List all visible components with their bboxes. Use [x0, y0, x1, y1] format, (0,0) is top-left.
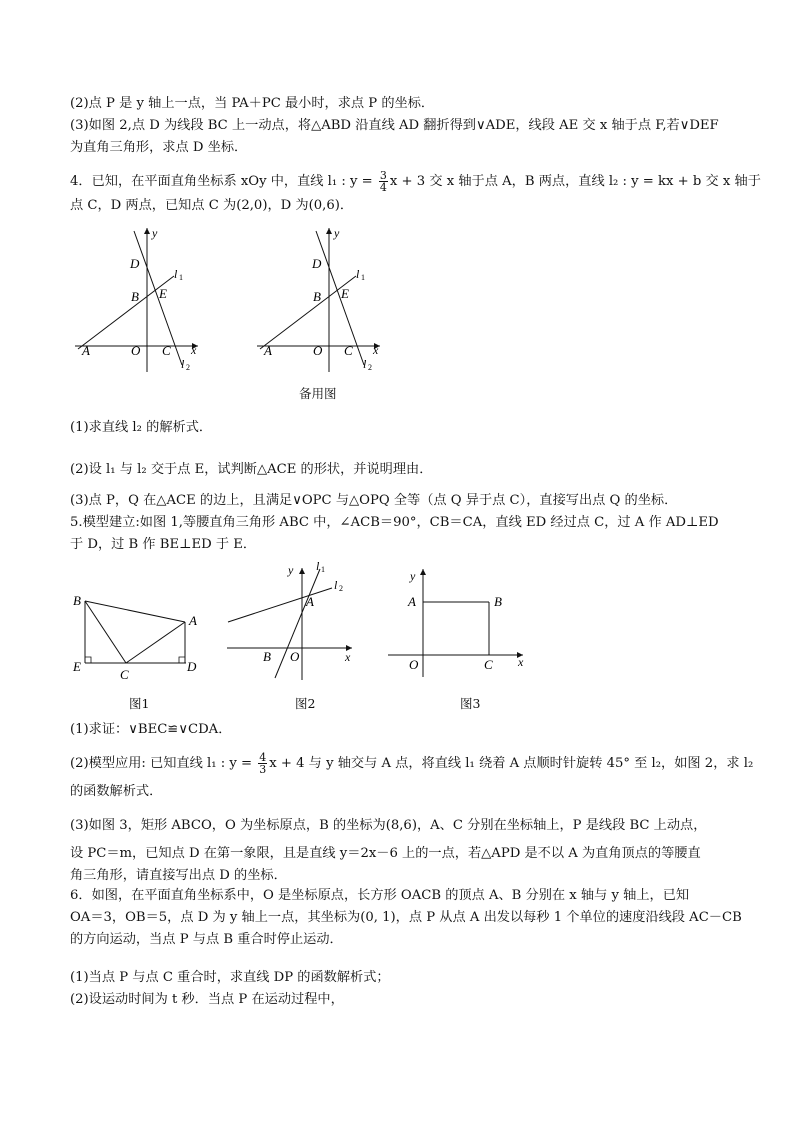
q5-part3-line2: 设 PC＝m，已知点 D 在第一象限，且是直线 y＝2x－6 上的一点，若△APD 是不以 A 为直角顶点的等腰直 — [70, 846, 701, 861]
q5-statement-line1: 5.模型建立:如图 1,等腰直角三角形 ABC 中，∠ACB＝90°，CB＝CA，直线 ED 经过点 C，过 A 作 AD⊥ED — [70, 515, 719, 530]
q6-statement-line2: OA＝3，OB＝5，点 D 为 y 轴上一点，其坐标为(0, 1)，点 P 从点 A 出发以每秒 1 个单位的速度沿线段 AC－CB — [70, 910, 742, 925]
svg-text:B: B — [313, 289, 321, 304]
svg-text:B: B — [131, 289, 139, 304]
q6-statement-line3: 的方向运动，当点 P 与点 B 重合时停止运动． — [70, 932, 343, 947]
svg-text:A: A — [82, 343, 90, 358]
q6-part2: (2)设运动时间为 t 秒．当点 P 在运动过程中， — [70, 992, 344, 1007]
svg-text:B: B — [263, 649, 271, 664]
svg-text:y: y — [152, 226, 158, 240]
svg-text:y: y — [410, 569, 416, 583]
svg-text:B: B — [494, 594, 502, 609]
q5-part2-line1: (2)模型应用: 已知直线 l₁ : y = $\frac{4}{3}$ x + 4 与 y 轴交与 A 点，将直线 l₁ 绕着 A 点顺时针旋转 45° 至 l₂，如图 2，求 l₂ — [70, 751, 754, 776]
fraction-3-4: $\frac{3}{4}$ — [379, 169, 387, 194]
q5-statement-line2: 于 D，过 B 作 BE⊥ED 于 E． — [70, 537, 257, 552]
svg-text:x: x — [191, 343, 197, 357]
svg-text:x: x — [345, 650, 351, 664]
svg-text:1: 1 — [179, 273, 183, 282]
svg-text:y: y — [288, 563, 294, 577]
svg-text:D: D — [187, 659, 197, 674]
svg-text:O: O — [131, 343, 141, 358]
q4-part2: (2)设 l₁ 与 l₂ 交于点 E，试判断△ACE 的形状，并说明理由． — [70, 462, 433, 477]
svg-text:A: A — [408, 594, 416, 609]
svg-text:O: O — [290, 649, 300, 664]
q6-statement-line1: 6．如图，在平面直角坐标系中，O 是坐标原点，长方形 OACB 的顶点 A、B 分别在 x 轴与 y 轴上，已知 — [70, 888, 690, 903]
svg-text:1: 1 — [361, 273, 365, 282]
figure-1 — [68, 590, 208, 685]
q3-part3-line2: 为直角三角形，求点 D 坐标． — [70, 140, 248, 155]
q4-figure — [70, 222, 210, 382]
q4-part3: (3)点 P，Q 在△ACE 的边上，且满足∨OPC 与△OPQ 全等（点 Q 异于点 C），直接写出点 Q 的坐标． — [70, 493, 678, 508]
figure-2 — [222, 562, 362, 688]
svg-text:B: B — [73, 593, 81, 608]
svg-text:C: C — [344, 343, 353, 358]
svg-text:l: l — [174, 267, 178, 281]
svg-text:D: D — [130, 256, 140, 271]
svg-text:C: C — [484, 657, 493, 672]
q5-part3-line1: (3)如图 3，矩形 ABCO，O 为坐标原点，B 的坐标为(8,6)，A、C 分别在坐标轴上，P 是线段 BC 上动点， — [70, 818, 707, 833]
svg-text:2: 2 — [339, 584, 343, 593]
svg-text:D: D — [312, 256, 322, 271]
svg-text:y: y — [334, 226, 340, 240]
figure-1-caption: 图1 — [129, 696, 150, 711]
q6-part1: (1)当点 P 与点 C 重合时，求直线 DP 的函数解析式； — [70, 970, 390, 985]
svg-text:A: A — [306, 594, 314, 609]
svg-text:l: l — [316, 562, 320, 573]
svg-text:C: C — [162, 343, 171, 358]
backup-figure-caption: 备用图 — [299, 386, 337, 401]
svg-text:E: E — [159, 286, 167, 301]
svg-text:A: A — [264, 343, 272, 358]
q4-statement-line2: 点 C，D 两点，已知点 C 为(2,0)，D 为(0,6)． — [70, 198, 354, 213]
q4-statement-line1: 4．已知，在平面直角坐标系 xOy 中，直线 l₁ : y = $\frac{3}{4}$ x + 3 交 x 轴于点 A，B 两点，直线 l₂ : y = kx + b 交 x 轴于 — [70, 169, 761, 194]
svg-text:E: E — [73, 659, 81, 674]
svg-text:2: 2 — [186, 363, 190, 372]
svg-text:l: l — [363, 357, 367, 371]
svg-text:E: E — [341, 286, 349, 301]
svg-text:2: 2 — [368, 363, 372, 372]
svg-text:O: O — [313, 343, 323, 358]
q5-part1: (1)求证：∨BEC≌∨CDA． — [70, 722, 232, 737]
q4-part1: (1)求直线 l₂ 的解析式． — [70, 420, 213, 435]
svg-text:l: l — [181, 357, 185, 371]
svg-text:A: A — [189, 613, 197, 628]
svg-text:x: x — [373, 343, 379, 357]
svg-text:l: l — [334, 578, 338, 592]
figure-2-caption: 图2 — [295, 696, 316, 711]
svg-text:O: O — [409, 657, 419, 672]
svg-text:x: x — [518, 655, 524, 669]
q5-part2-line2: 的函数解析式． — [70, 784, 163, 799]
q3-part2: (2)点 P 是 y 轴上一点，当 PA＋PC 最小时，求点 P 的坐标． — [70, 96, 435, 111]
q4-backup-figure — [252, 222, 392, 382]
figure-3 — [385, 565, 530, 680]
figure-3-caption: 图3 — [460, 696, 481, 711]
svg-text:1: 1 — [321, 565, 325, 574]
svg-text:C: C — [120, 667, 129, 682]
fraction-4-3: $\frac{4}{3}$ — [259, 751, 267, 776]
q5-part3-line3: 角三角形，请直接写出点 D 的坐标． — [70, 868, 287, 883]
svg-text:l: l — [356, 267, 360, 281]
q3-part3-line1: (3)如图 2,点 D 为线段 BC 上一动点，将△ABD 沿直线 AD 翻折得到∨ADE，线段 AE 交 x 轴于点 F,若∨DEF — [70, 118, 719, 133]
